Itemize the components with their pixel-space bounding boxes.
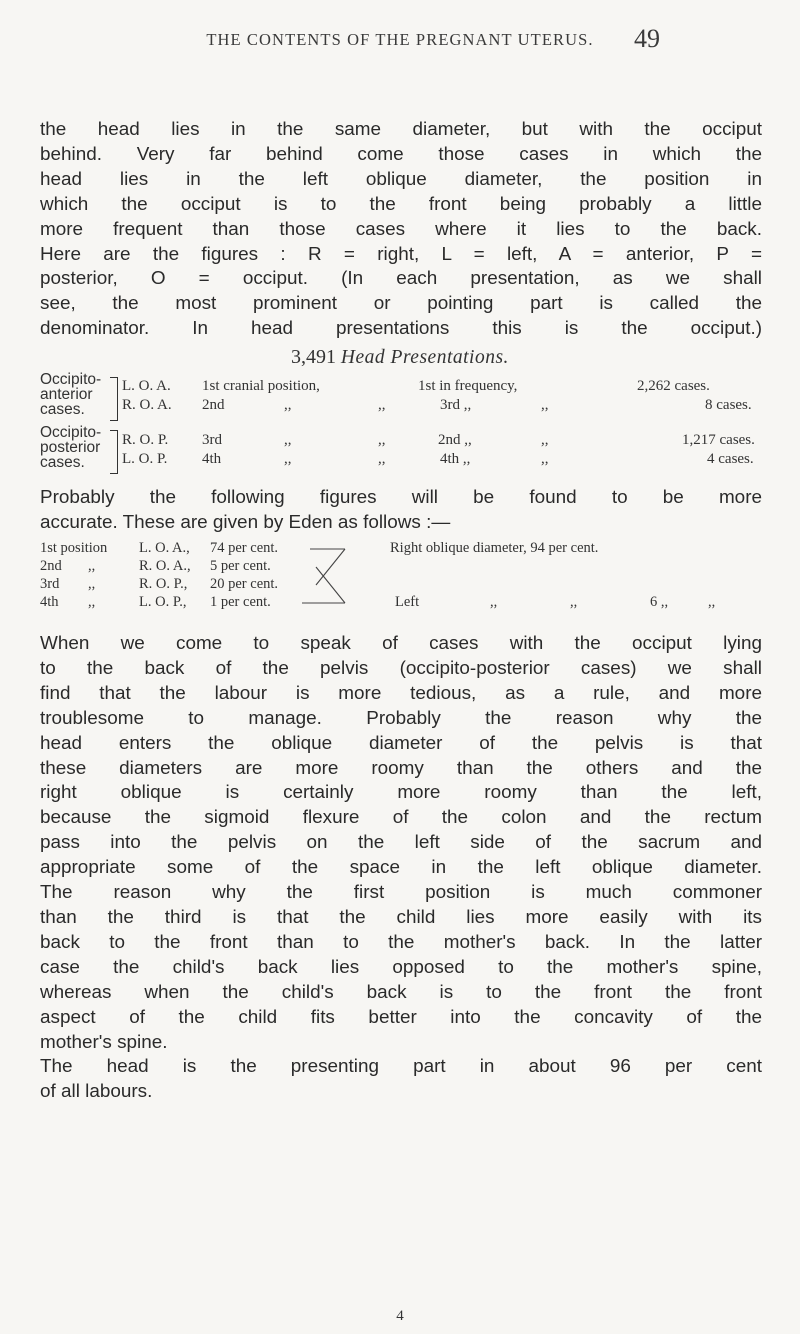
paragraph-discussion — [40, 632, 762, 1105]
eden-left-oblique: Left — [395, 594, 420, 610]
text-line: back to the front than to the mother's back. In the latter — [40, 931, 762, 953]
cell-cases: 1,217 cases. — [682, 432, 755, 448]
text-line: these diameters are more roomy than the others and the — [40, 757, 762, 779]
cell-ditto: ,, — [378, 397, 386, 413]
cell-position: R. O. A. — [122, 397, 172, 413]
cell-frequency: 3rd ,, — [440, 397, 472, 413]
text-line: the head lies in the same diameter, but with the occiput — [40, 119, 762, 140]
text-line: than the third is that the child lies more easily with its — [40, 906, 762, 928]
table-heading-count: 3,491 — [291, 346, 337, 368]
cell-ditto: ,, — [284, 397, 292, 413]
cell-ordinal: 1st cranial position, — [202, 378, 320, 394]
cell-frequency: 2nd ,, — [438, 432, 472, 448]
text-line: mother's spine. — [40, 1031, 168, 1053]
running-head-title: THE CONTENTS OF THE PREGNANT UTERUS. — [206, 30, 594, 49]
cell-ordinal: 4th — [202, 451, 222, 467]
cell-ditto: ,, — [378, 432, 386, 448]
cell-position: L. O. A. — [122, 378, 171, 394]
eden-ditto: ,, — [490, 594, 498, 610]
cell-position: R. O. P. — [122, 432, 169, 448]
eden-percent: 20 per cent. — [210, 576, 279, 592]
cell-ditto: ,, — [541, 451, 549, 467]
paragraph-eden-intro — [40, 486, 762, 536]
cell-ditto: ,, — [378, 451, 386, 467]
group-label-posterior — [40, 425, 101, 470]
cell-ordinal: 3rd — [202, 432, 222, 448]
group-label-anterior — [40, 372, 101, 417]
cell-cases: 8 cases. — [705, 397, 752, 413]
text-line: denominator. In head presentations this is the occiput.) — [40, 318, 762, 340]
eden-presentation: L. O. A., — [139, 540, 190, 556]
eden-presentation: R. O. A., — [139, 558, 191, 574]
text-line: right oblique is certainly more roomy than the left, — [40, 782, 762, 804]
eden-ditto: ,, — [88, 576, 96, 592]
brace-posterior — [110, 430, 118, 474]
text-line: find that the labour is more tedious, as a rule, and more — [40, 682, 762, 704]
text-line: Probably the following figures will be found to be more — [40, 487, 762, 508]
eden-position: 3rd — [40, 576, 60, 592]
cell-frequency: 4th ,, — [440, 451, 471, 467]
text-line: see, the most prominent or pointing part is called the — [40, 293, 762, 315]
group-label-line: cases. — [40, 454, 85, 471]
text-line: posterior, O = occiput. (In each presentation, as we shall — [40, 268, 762, 290]
text-line: pass into the pelvis on the left side of the sacrum and — [40, 832, 762, 854]
eden-percent: 1 per cent. — [210, 594, 271, 610]
text-line: because the sigmoid flexure of the colon and the rectum — [40, 807, 762, 829]
eden-right-oblique: Right oblique diameter, 94 per cent. — [390, 540, 599, 556]
text-line: aspect of the child fits better into the concavity of the — [40, 1006, 762, 1028]
table-heading — [0, 346, 800, 369]
eden-presentation: R. O. P., — [139, 576, 188, 592]
signature-mark: 4 — [396, 1308, 404, 1324]
eden-ditto: ,, — [88, 558, 96, 574]
eden-ditto: ,, — [570, 594, 578, 610]
text-line: which the occiput is to the front being probably a little — [40, 193, 762, 215]
eden-ditto: ,, — [708, 594, 716, 610]
group-label-line: Occipito- — [40, 371, 102, 388]
cell-position: L. O. P. — [122, 451, 168, 467]
eden-presentation: L. O. P., — [139, 594, 187, 610]
eden-ditto: ,, — [88, 594, 96, 610]
group-label-line: Occipito- — [40, 424, 102, 441]
table-heading-title: Head Presentations. — [340, 347, 509, 368]
cell-ditto: ,, — [541, 397, 549, 413]
cell-ditto: ,, — [284, 432, 292, 448]
group-label-line: posterior — [40, 439, 101, 456]
text-line: to the back of the pelvis (occipito-posterior cases) we shall — [40, 657, 762, 679]
brace-anterior — [110, 377, 118, 421]
text-line: When we come to speak of cases with the occiput lying — [40, 633, 762, 654]
cell-ditto: ,, — [284, 451, 292, 467]
text-line: appropriate some of the space in the left oblique diameter. — [40, 857, 762, 879]
cell-ordinal: 2nd — [202, 397, 225, 413]
eden-position: 2nd — [40, 558, 62, 574]
text-line: The reason why the first position is much commoner — [40, 882, 762, 904]
page-number: 49 — [634, 24, 660, 53]
text-line: of all labours. — [40, 1081, 153, 1103]
cell-ditto: ,, — [541, 432, 549, 448]
text-line: Here are the figures : R = right, L = left, A = anterior, P = — [40, 243, 762, 265]
eden-position: 1st position — [40, 540, 108, 556]
text-line: accurate. These are given by Eden as follows :— — [40, 511, 451, 533]
group-label-line: anterior — [40, 386, 93, 403]
text-line: head lies in the left oblique diameter, the position in — [40, 168, 762, 190]
group-label-line: cases. — [40, 401, 85, 418]
eden-left-percent: 6 ,, — [650, 594, 669, 610]
text-line: head enters the oblique diameter of the pelvis is that — [40, 732, 762, 754]
text-line: The head is the presenting part in about 96 per cent — [40, 1056, 762, 1078]
running-head — [0, 24, 800, 53]
cell-cases: 4 cases. — [707, 451, 754, 467]
connector-row1-to-left — [316, 549, 345, 585]
text-line: whereas when the child's back is to the front the front — [40, 981, 762, 1003]
text-line: behind. Very far behind come those cases in which the — [40, 143, 762, 165]
paragraph-intro — [40, 118, 762, 342]
eden-percent: 5 per cent. — [210, 558, 271, 574]
text-line: troublesome to manage. Probably the reason why the — [40, 707, 762, 729]
eden-position: 4th — [40, 594, 59, 610]
text-line: case the child's back lies opposed to the mother's spine, — [40, 956, 762, 978]
eden-percent: 74 per cent. — [210, 540, 279, 556]
cell-cases: 2,262 cases. — [637, 378, 710, 394]
cell-frequency: 1st in frequency, — [418, 378, 518, 394]
connector-row4-to-right — [316, 567, 345, 603]
text-line: more frequent than those cases where it lies to the back. — [40, 218, 762, 240]
